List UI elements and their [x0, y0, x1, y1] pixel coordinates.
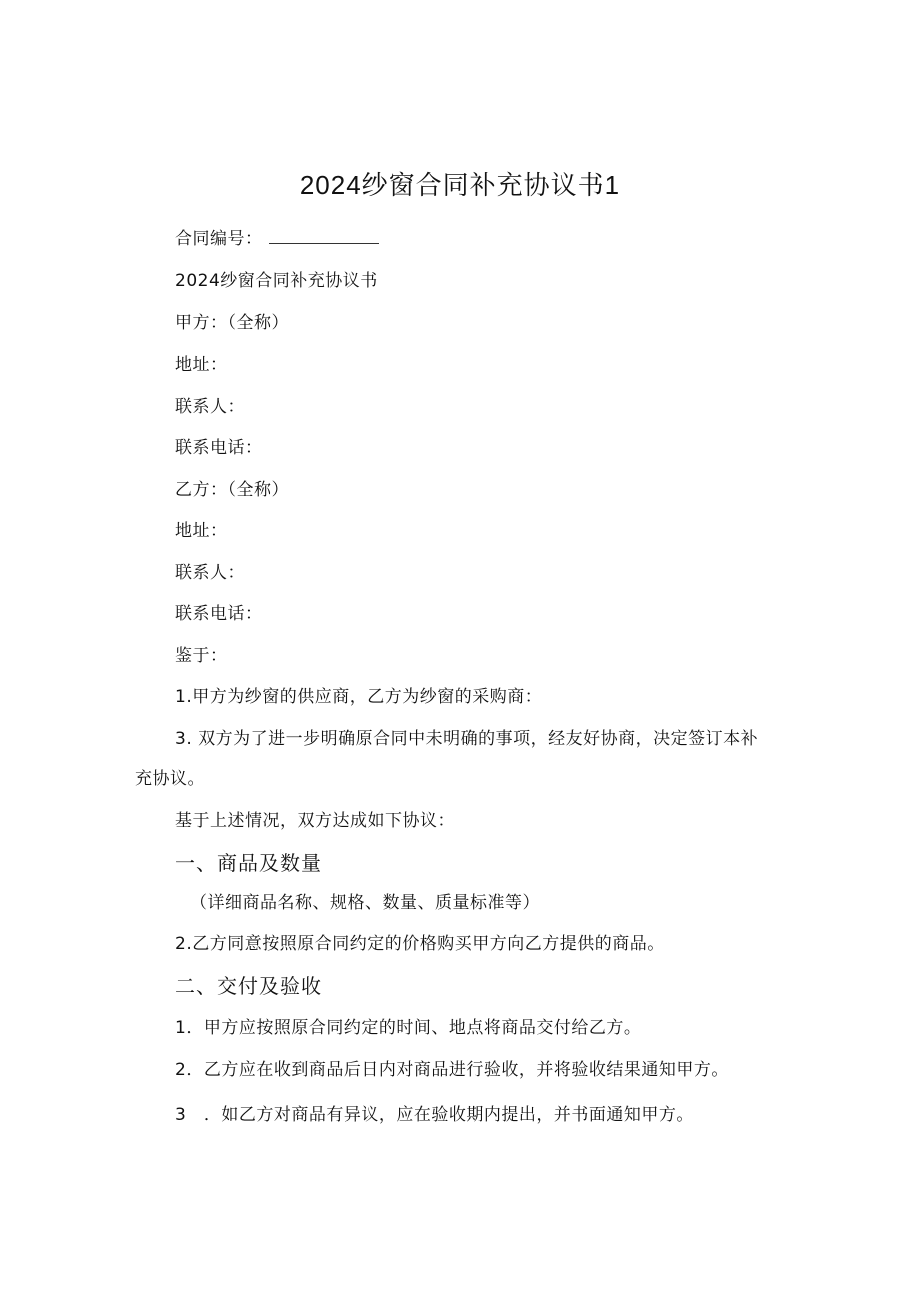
- section-2-item-2: 2．乙方应在收到商品后日内对商品进行验收，并将验收结果通知甲方。: [175, 1060, 729, 1080]
- party-b-address: 地址：: [175, 521, 228, 541]
- section-2-item-3: 3 ．如乙方对商品有异议，应在验收期内提出，并书面通知甲方。: [175, 1105, 694, 1125]
- contract-number-line: [175, 228, 379, 250]
- document-subtitle: 2024纱窗合同补充协议书: [175, 271, 378, 291]
- party-b-name: 乙方：（全称）: [175, 480, 289, 500]
- party-b-contact: 联系人：: [175, 563, 245, 583]
- party-a-address: 地址：: [175, 355, 228, 375]
- document-title: 2024纱窗合同补充协议书1: [299, 170, 621, 200]
- section-2-heading: 二、交付及验收: [175, 974, 322, 998]
- whereas-label: 鉴于：: [175, 646, 228, 666]
- agreement-intro: 基于上述情况，双方达成如下协议：: [175, 811, 455, 831]
- whereas-item-3-continued: 充协议。: [135, 769, 205, 789]
- whereas-item-3: 3. 双方为了进一步明确原合同中未明确的事项，经友好协商，决定签订本补: [175, 729, 759, 749]
- party-b-phone: 联系电话：: [175, 604, 263, 624]
- contract-number-blank: [269, 229, 379, 244]
- whereas-item-1: 1.甲方为纱窗的供应商，乙方为纱窗的采购商：: [175, 687, 543, 707]
- party-a-name: 甲方：（全称）: [175, 313, 289, 333]
- party-a-contact: 联系人：: [175, 397, 245, 417]
- contract-number-label: 合同编号：: [175, 229, 263, 249]
- section-2-item-1: 1．甲方应按照原合同约定的时间、地点将商品交付给乙方。: [175, 1018, 642, 1038]
- section-1-item-2: 2.乙方同意按照原合同约定的价格购买甲方向乙方提供的商品。: [175, 934, 665, 954]
- party-a-phone: 联系电话：: [175, 438, 263, 458]
- section-1-note: （详细商品名称、规格、数量、质量标准等）: [190, 893, 540, 913]
- section-1-heading: 一、商品及数量: [175, 851, 322, 875]
